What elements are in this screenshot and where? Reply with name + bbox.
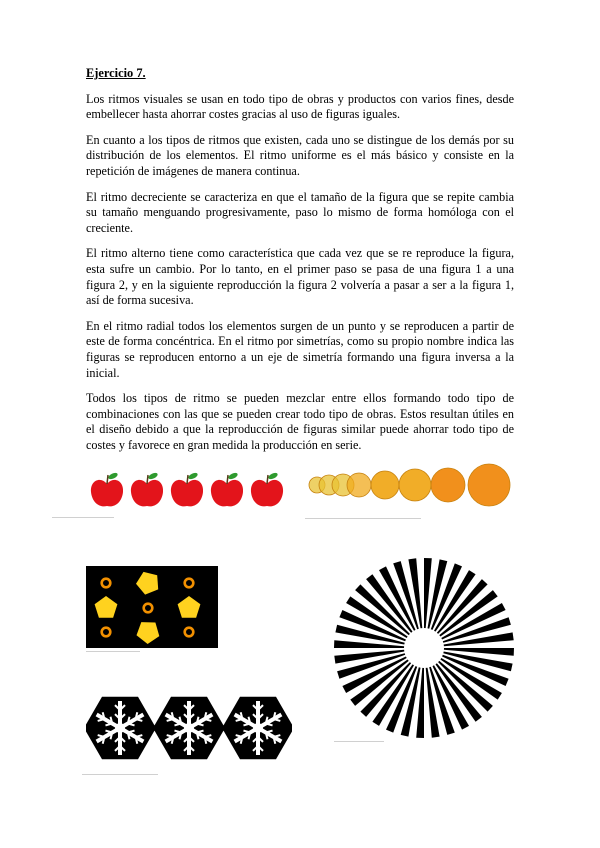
apples-image: [88, 468, 288, 512]
circle-mark: [468, 464, 510, 506]
circle-mark: [399, 469, 431, 501]
apple-icon: [171, 472, 203, 507]
image-underline: [86, 651, 140, 652]
paragraph-combinations: Todos los tipos de ritmo se pueden mezclar entre ellos formando todo tipo de combinaciones con las que se pueden crear todo tipo de obras. Estos resultan útiles en el diseño debido a que la reproducción de figuras similar puede ahorrar todo tipo de costes y favorece en gran medida la producción en serie.: [86, 391, 514, 452]
paragraph-decreasing-rhythm: El ritmo decreciente se caracteriza en que el tamaño de la figura que se repite cambia su tamaño menguando progresivamente, paso lo mismo de forma homóloga con el creciente.: [86, 189, 514, 235]
paragraph-alternating-rhythm: El ritmo alterno tiene como característica que cada vez que se re reproduce la figura, esta sufre un cambio. Por lo tanto, en el primer paso se pasa de una figura 1 a una figura 2, y en la siguiente reproducción la figura 2 volvería a pasar a ser a la figura 1, así de forma sucesiva.: [86, 246, 514, 308]
snowflakes-svg: [86, 693, 292, 763]
image-underline: [334, 741, 384, 742]
circles-svg: [303, 458, 515, 510]
apple-icon: [91, 472, 123, 507]
growing-circles-image: [303, 458, 515, 510]
image-underline: [82, 774, 158, 775]
radial-svg: [333, 557, 515, 739]
alternating-svg: [86, 566, 218, 648]
apple-icon: [251, 472, 283, 507]
paragraph-radial-rhythm: En el ritmo radial todos los elementos surgen de un punto y se reproducen a partir de este de forma concéntrica. En el ritmo por simetrías, como su propio nombre indica las figuras se reproducen entorno a un eje de simetría formando una figura inversa a la inicial.: [86, 318, 514, 380]
image-underline: [305, 518, 421, 519]
snowflakes-image: [86, 693, 292, 763]
snowflake-icon: [153, 697, 225, 759]
apple-icon: [211, 472, 243, 507]
apple-icon: [131, 472, 163, 507]
circle-mark: [371, 471, 399, 499]
document-body: [86, 66, 514, 463]
circle-mark: [347, 473, 371, 497]
apples-svg: [88, 468, 288, 512]
exercise-heading: Ejercicio 7.: [86, 66, 146, 80]
paragraph-intro: Los ritmos visuales se usan en todo tipo de obras y productos con varios fines, desde embellecer hasta ahorrar costes gracias al uso de figuras iguales.: [86, 91, 514, 122]
image-underline: [52, 517, 114, 518]
radial-image: [333, 557, 515, 739]
paragraph-uniform-rhythm: En cuanto a los tipos de ritmos que existen, cada uno se distingue de los demás por su distribución de los elementos. El ritmo uniforme es el más básico y consiste en la repetición de imágenes de manera continua.: [86, 132, 514, 178]
snowflake-icon: [86, 697, 156, 759]
circle-mark: [431, 468, 465, 502]
alternating-image: [86, 566, 218, 648]
snowflake-icon: [222, 697, 292, 759]
